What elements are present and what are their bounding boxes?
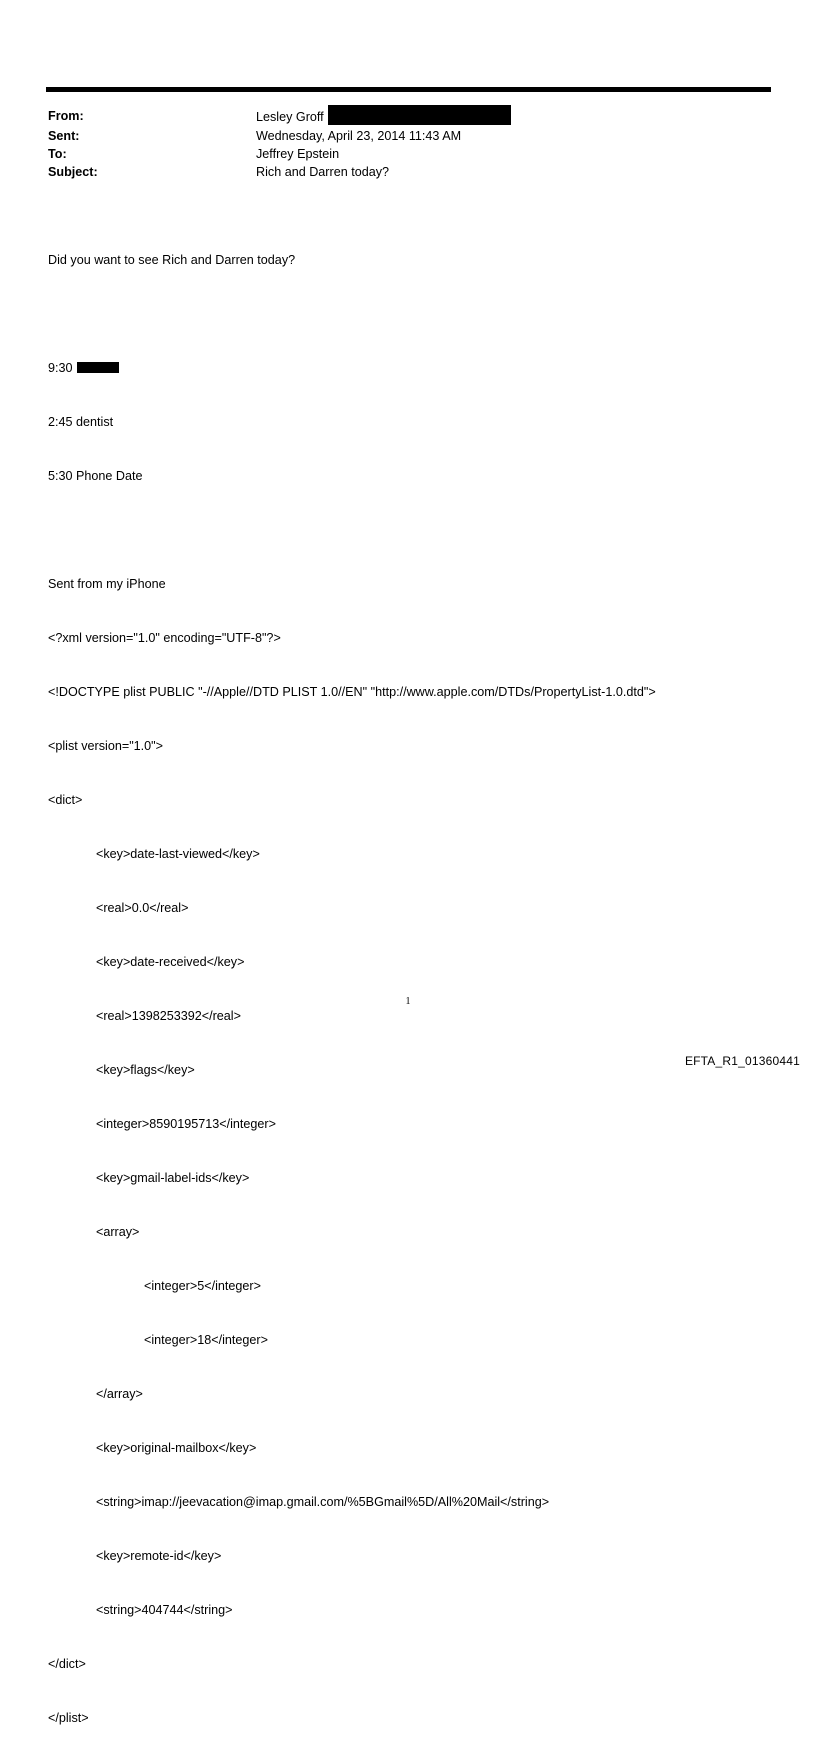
plist-line: <integer>18</integer> — [144, 1333, 268, 1347]
plist-line: <key>flags</key> — [96, 1063, 195, 1077]
sent-row — [48, 127, 511, 145]
redaction-box — [328, 105, 511, 125]
plist-line: <key>remote-id</key> — [96, 1549, 222, 1563]
schedule-line: 5:30 Phone Date — [48, 469, 143, 483]
header-rule — [46, 87, 771, 92]
plist-line: <real>0.0</real> — [96, 901, 189, 915]
plist-line: <key>gmail-label-ids</key> — [96, 1171, 250, 1185]
page-number: 1 — [405, 996, 411, 1007]
plist-line: </plist> — [48, 1711, 89, 1725]
schedule-line: 9:30 — [48, 359, 656, 377]
signature-line: Sent from my iPhone — [48, 577, 166, 591]
to-row — [48, 145, 511, 163]
plist-line: <string>imap://jeevacation@imap.gmail.com/%5BGmail%5D/All%20Mail</string> — [96, 1495, 550, 1509]
plist-line: <real>1398253392</real> — [96, 1009, 241, 1023]
plist-line: <string>404744</string> — [96, 1603, 233, 1617]
plist-line: </array> — [96, 1387, 143, 1401]
plist-line: <!DOCTYPE plist PUBLIC "-//Apple//DTD PLIST 1.0//EN" "http://www.apple.com/DTDs/PropertyList-1.0.dtd"> — [48, 685, 656, 699]
plist-line: <plist version="1.0"> — [48, 739, 164, 753]
subject-label: Subject: — [48, 165, 98, 179]
sent-value: Wednesday, April 23, 2014 11:43 AM — [256, 129, 462, 143]
subject-value: Rich and Darren today? — [256, 165, 390, 179]
email-body — [48, 215, 656, 1745]
plist-line: <array> — [96, 1225, 140, 1239]
plist-line: </dict> — [48, 1657, 86, 1671]
redaction-box — [77, 362, 119, 373]
plist-line: <?xml version="1.0" encoding="UTF-8"?> — [48, 631, 281, 645]
from-label: From: — [48, 109, 84, 123]
plist-line: <integer>8590195713</integer> — [96, 1117, 276, 1131]
plist-line: <key>date-last-viewed</key> — [96, 847, 260, 861]
plist-line: <dict> — [48, 793, 83, 807]
subject-row — [48, 163, 511, 181]
from-row — [48, 107, 511, 127]
from-value: Lesley Groff — [256, 110, 324, 124]
plist-line: <integer>5</integer> — [144, 1279, 261, 1293]
to-value: Jeffrey Epstein — [256, 147, 340, 161]
email-header — [48, 107, 511, 181]
to-label: To: — [48, 147, 67, 161]
schedule-line: 2:45 dentist — [48, 415, 114, 429]
question-line: Did you want to see Rich and Darren today? — [48, 253, 296, 267]
document-id: EFTA_R1_01360441 — [684, 1054, 800, 1068]
sent-label: Sent: — [48, 129, 80, 143]
plist-line: <key>original-mailbox</key> — [96, 1441, 257, 1455]
plist-line: <key>date-received</key> — [96, 955, 245, 969]
